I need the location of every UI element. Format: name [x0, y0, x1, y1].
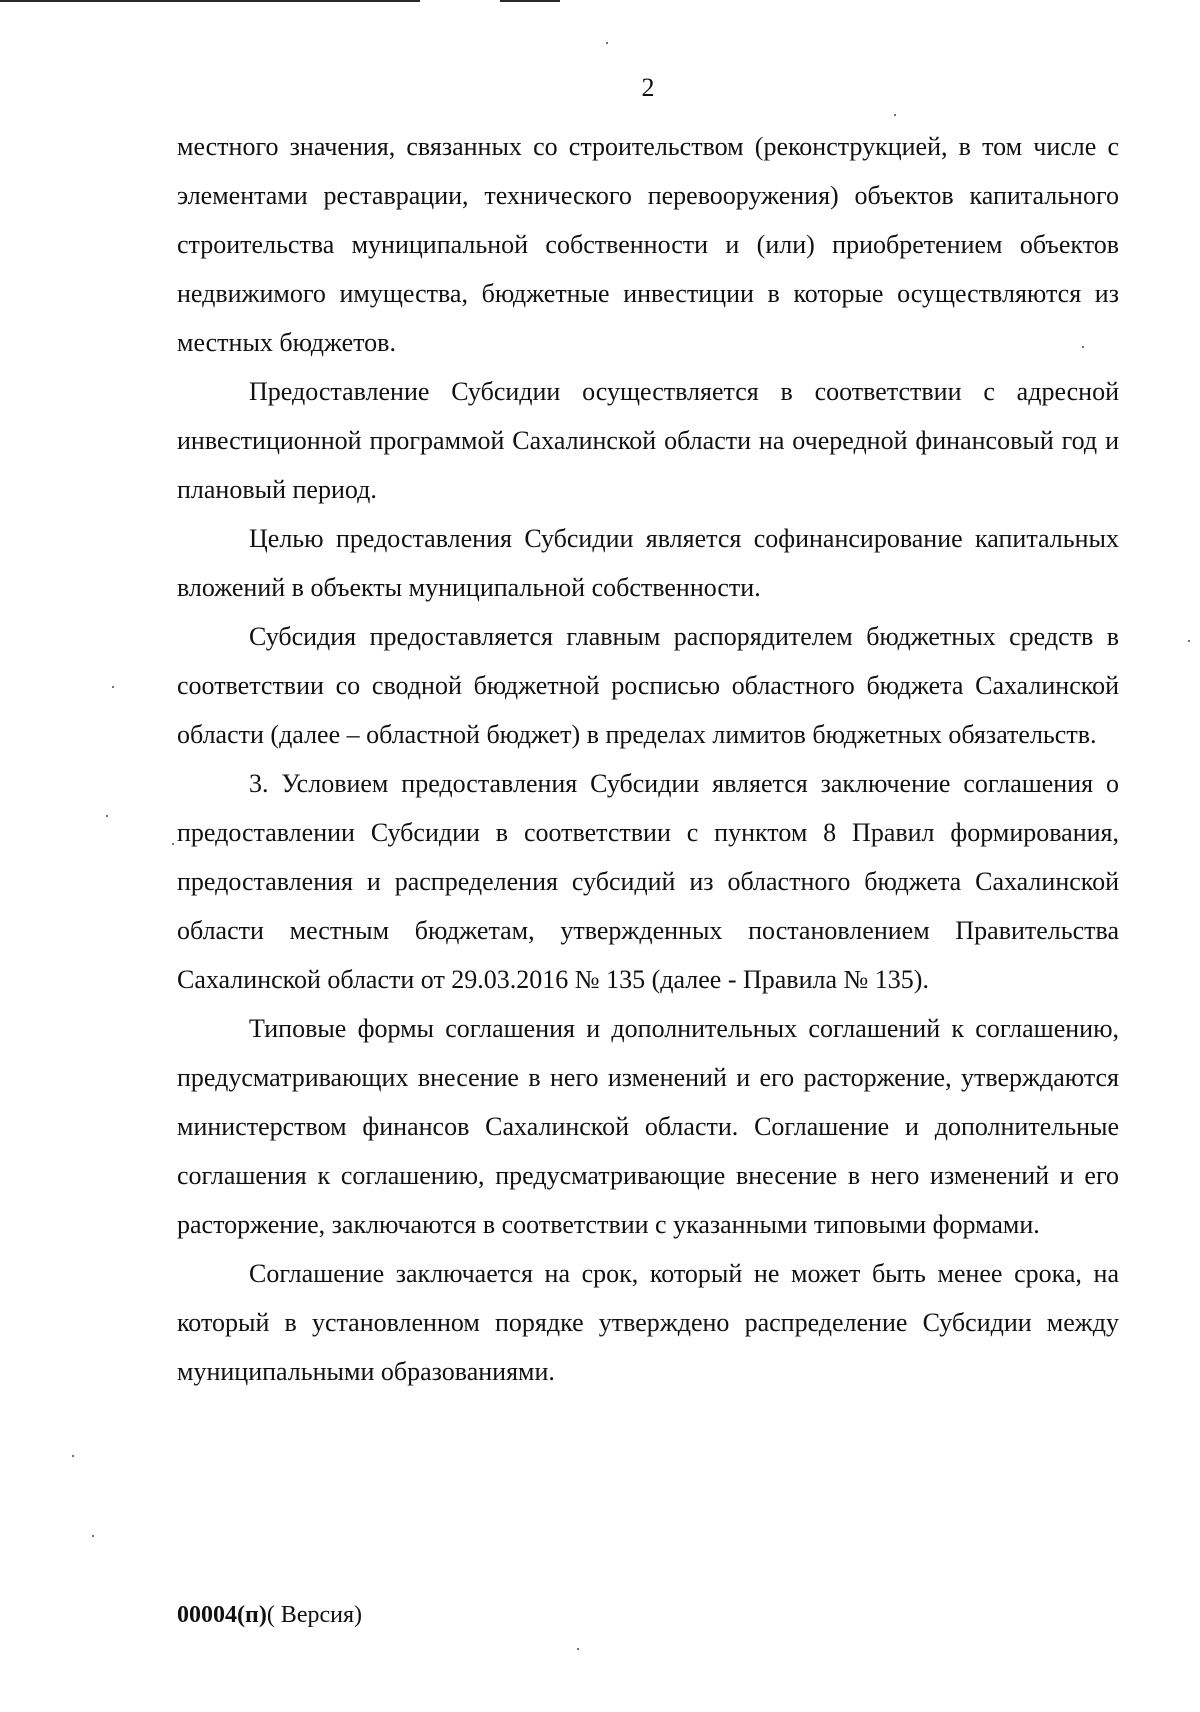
paragraph-provision-basis: Предоставление Субсидии осуществляется в соответствии с адресной инвестиционной программой Сахалинской области на очередной финансовый год и плановый период.	[177, 377, 1119, 504]
top-scan-rule	[0, 0, 420, 2]
scan-speck	[106, 815, 108, 817]
scan-speck	[1082, 346, 1084, 348]
scan-speck	[72, 1455, 74, 1457]
scan-speck	[1188, 640, 1190, 642]
scan-speck	[92, 1535, 94, 1537]
paragraph-continuation: местного значения, связанных со строительством (реконструкцией, в том числе с элементами реставрации, технического перевооружения) объектов капитального строительства муниципальной собственности и (или) приобретением объектов недвижимого имущества, бюджетные инвестиции в которые осуществляются из местных бюджетов.	[177, 132, 1119, 357]
footer-code: 00004(п)	[177, 1602, 267, 1628]
scan-speck	[112, 686, 114, 688]
footer-version: ( Версия)	[266, 1602, 362, 1628]
paragraph-agreement-term: Соглашение заключается на срок, который не может быть менее срока, на который в установленном порядке утверждено распределение Субсидии между муниципальными образованиями.	[177, 1259, 1119, 1386]
top-scan-rule-short	[500, 0, 560, 2]
scan-speck	[577, 1648, 579, 1650]
paragraph-distributor: Субсидия предоставляется главным распорядителем бюджетных средств в соответствии со сводной бюджетной росписью областного бюджета Сахалинской области (далее – областной бюджет) в пределах лимитов бюджетных обязательств.	[177, 622, 1119, 749]
paragraph-purpose: Целью предоставления Субсидии является софинансирование капитальных вложений в объекты муниципальной собственности.	[177, 524, 1119, 602]
scan-speck	[172, 843, 174, 845]
document-body	[177, 122, 1119, 1396]
paragraph-standard-forms: Типовые формы соглашения и дополнительных соглашений к соглашению, предусматривающих внесение в него изменений и его расторжение, утверждаются министерством финансов Сахалинской области. Соглашение и дополнительные соглашения к соглашению, предусматривающие внесение в него изменений и его расторжение, заключаются в соответствии с указанными типовыми формами.	[177, 1014, 1119, 1239]
page-number: 2	[641, 73, 655, 102]
paragraph-condition-3: 3. Условием предоставления Субсидии является заключение соглашения о предоставлении Субсидии в соответствии с пунктом 8 Правил формирования, предоставления и распределения субсидий из областного бюджета Сахалинской области местным бюджетам, утвержденных постановлением Правительства Сахалинской области от 29.03.2016 № 135 (далее - Правила № 135).	[177, 769, 1119, 994]
footer-document-code	[177, 1597, 362, 1633]
scan-speck	[606, 42, 608, 44]
page-number-container	[0, 68, 1200, 108]
scan-speck	[894, 114, 896, 116]
